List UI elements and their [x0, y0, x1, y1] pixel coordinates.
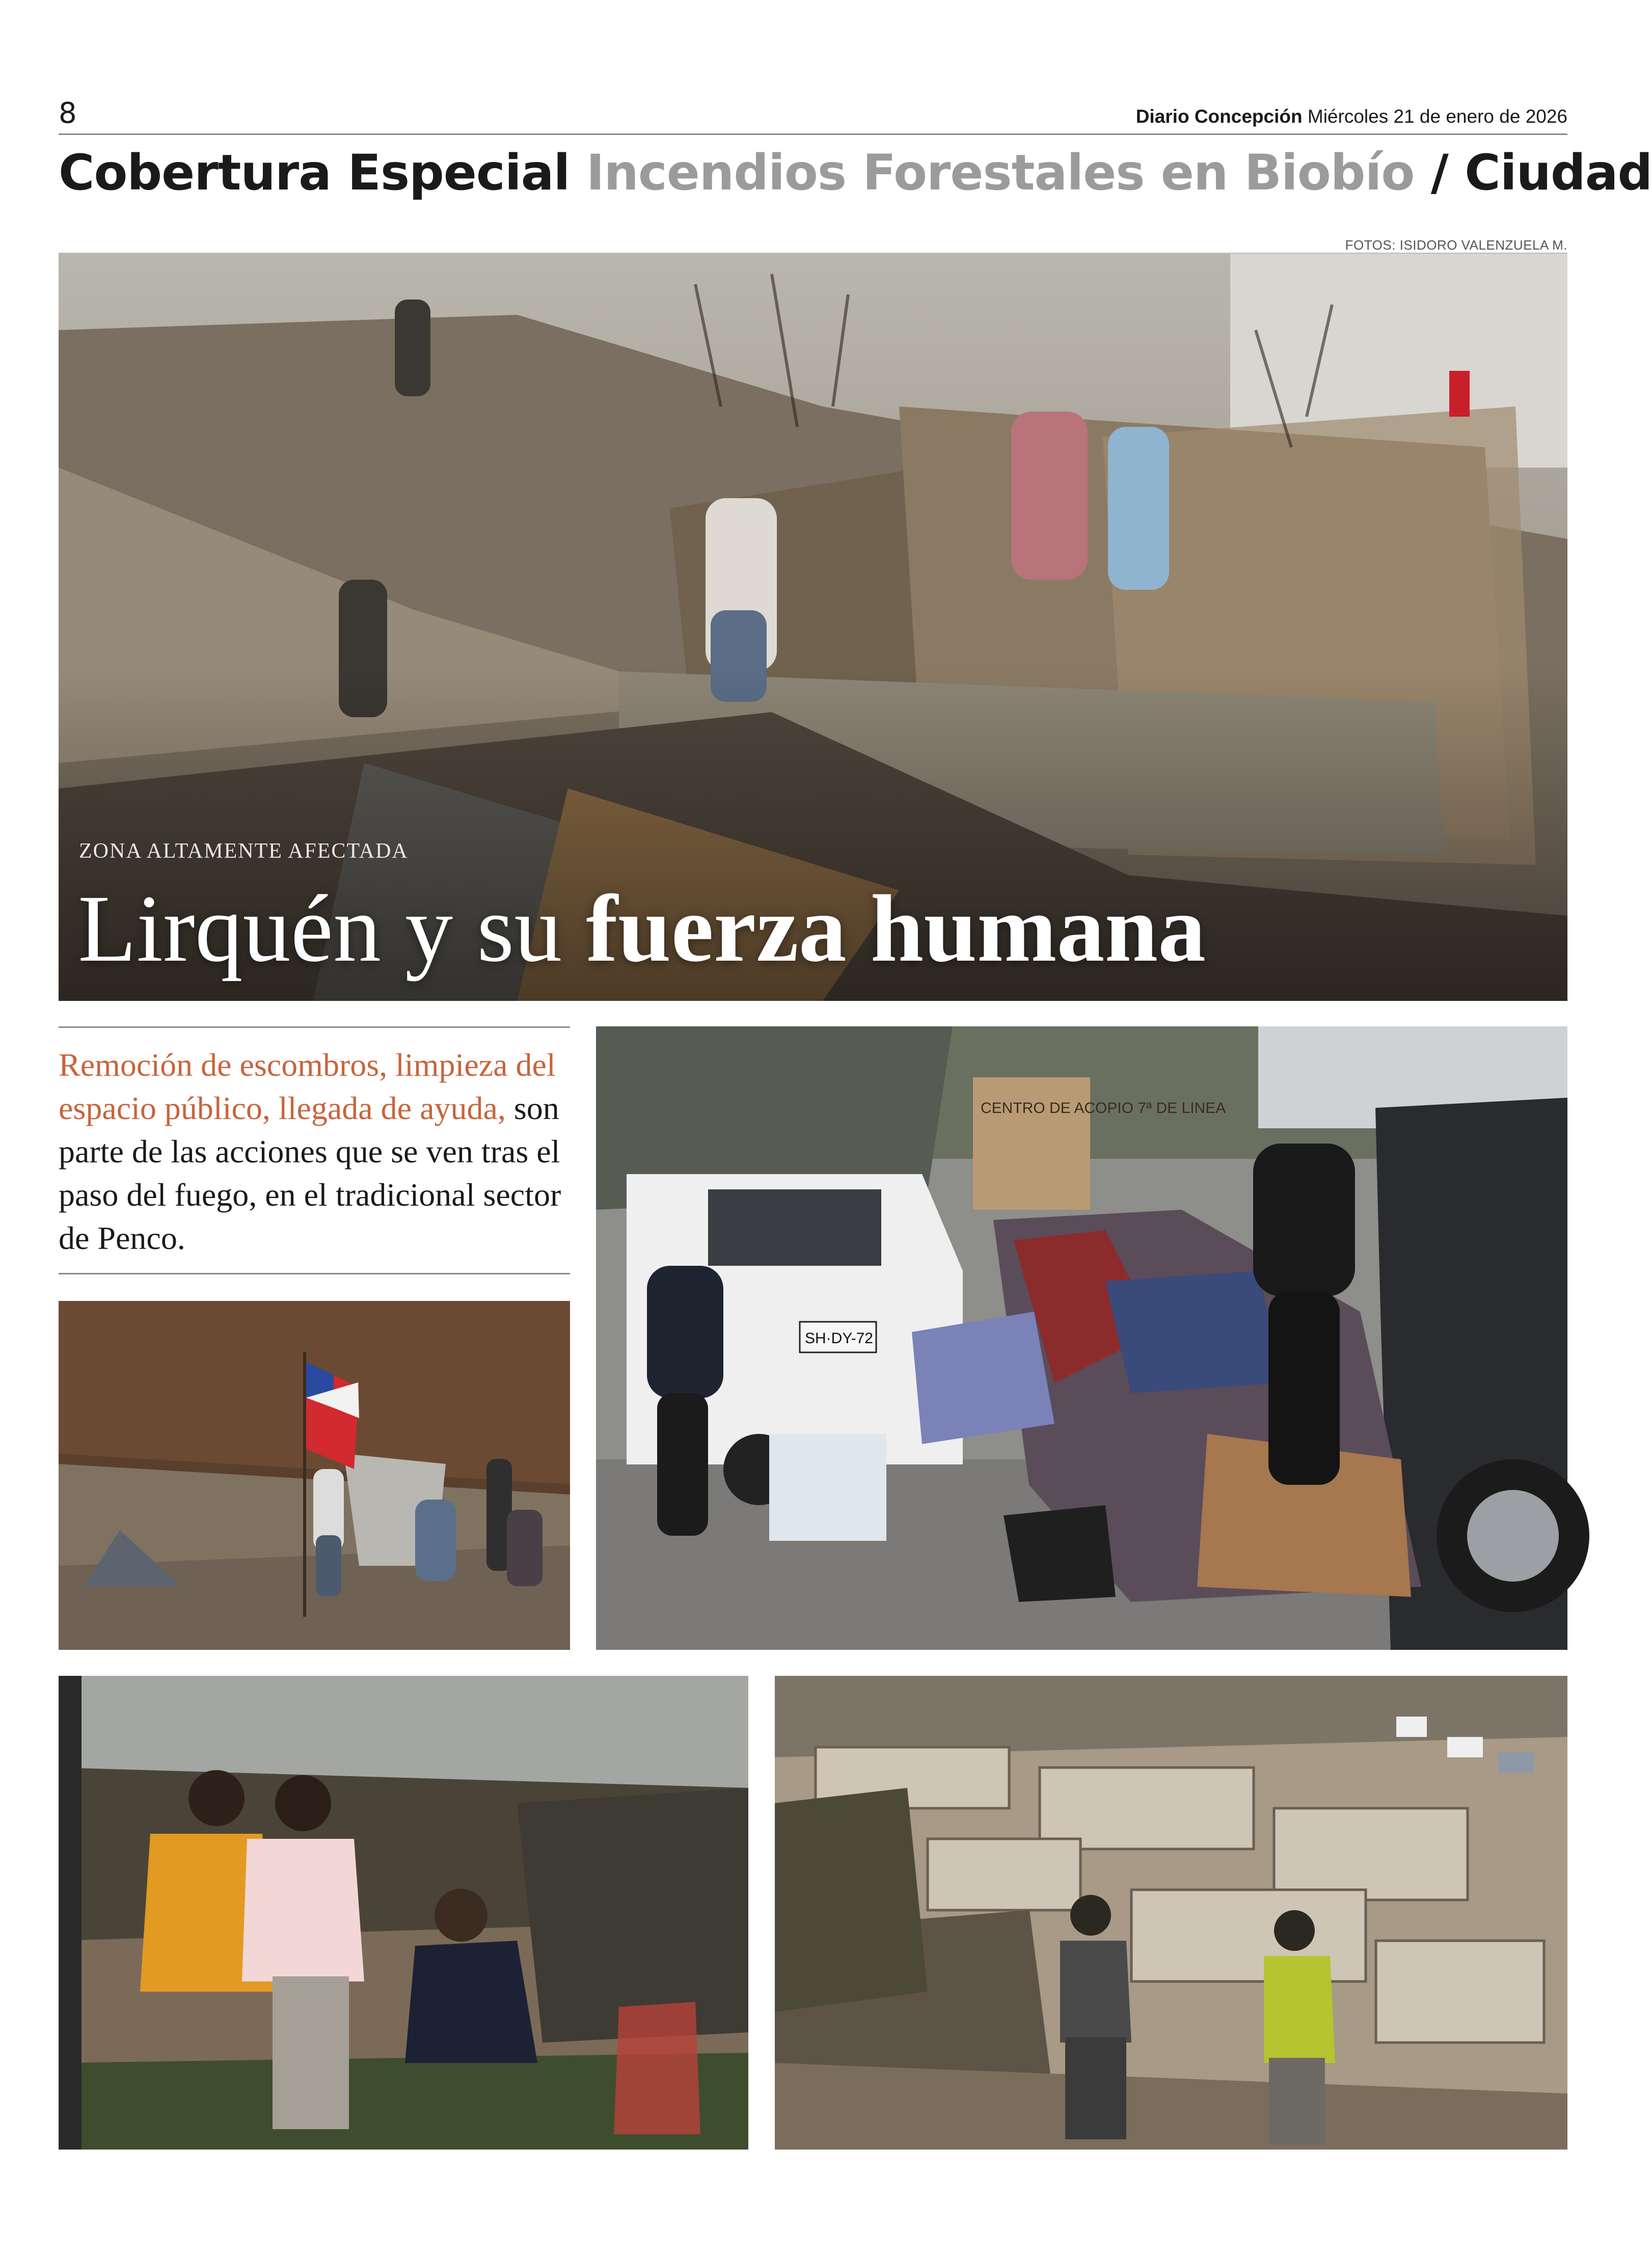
- intro-body: son parte de las acciones que se ven tras el paso del fuego, en el tradicional sector de Penco.: [59, 1090, 561, 1256]
- hero-title: [78, 875, 1206, 982]
- section-primary: Cobertura Especial: [59, 144, 570, 201]
- intro-text: [59, 1043, 570, 1260]
- photo-burnt-ruins: [775, 1676, 1567, 2150]
- intro-rule-bottom: [59, 1273, 570, 1274]
- license-plate-text: SH·DY-72: [805, 1330, 873, 1347]
- photo-flag-camp-illustration: [59, 1301, 570, 1650]
- header-rule: [59, 133, 1567, 135]
- hero-title-regular: Lirquén y su: [78, 875, 586, 982]
- publication-name: Diario Concepción: [1135, 106, 1303, 127]
- hero-photo: [59, 254, 1567, 1001]
- photo-women-watching-illustration: [59, 1676, 748, 2150]
- photo-donation-center-illustration: [596, 1026, 1567, 1650]
- section-topic: Incendios Forestales en Biobío: [586, 144, 1415, 201]
- section-secondary: Ciudad: [1465, 144, 1652, 201]
- masthead: [1136, 106, 1567, 127]
- photo-donation-center: [596, 1026, 1567, 1650]
- hero-title-bold: fuerza humana: [586, 875, 1206, 982]
- photo-women-watching: [59, 1676, 748, 2150]
- donation-sign-text: CENTRO DE ACOPIO 7ª DE LINEA: [981, 1100, 1226, 1117]
- intro-rule-top: [59, 1026, 570, 1028]
- photo-credit: FOTOS: ISIDORO VALENZUELA M.: [1345, 237, 1567, 253]
- publication-date: Miércoles 21 de enero de 2026: [1307, 106, 1567, 127]
- page-number: 8: [59, 97, 77, 130]
- photo-burnt-ruins-illustration: [775, 1676, 1567, 2150]
- intro-accent: Remoción de escombros, limpieza del espacio público, llegada de ayuda,: [59, 1047, 556, 1126]
- hero-kicker: ZONA ALTAMENTE AFECTADA: [79, 839, 409, 863]
- section-heading: [59, 144, 1652, 201]
- photo-flag-camp: [59, 1301, 570, 1650]
- section-separator: /: [1430, 144, 1448, 201]
